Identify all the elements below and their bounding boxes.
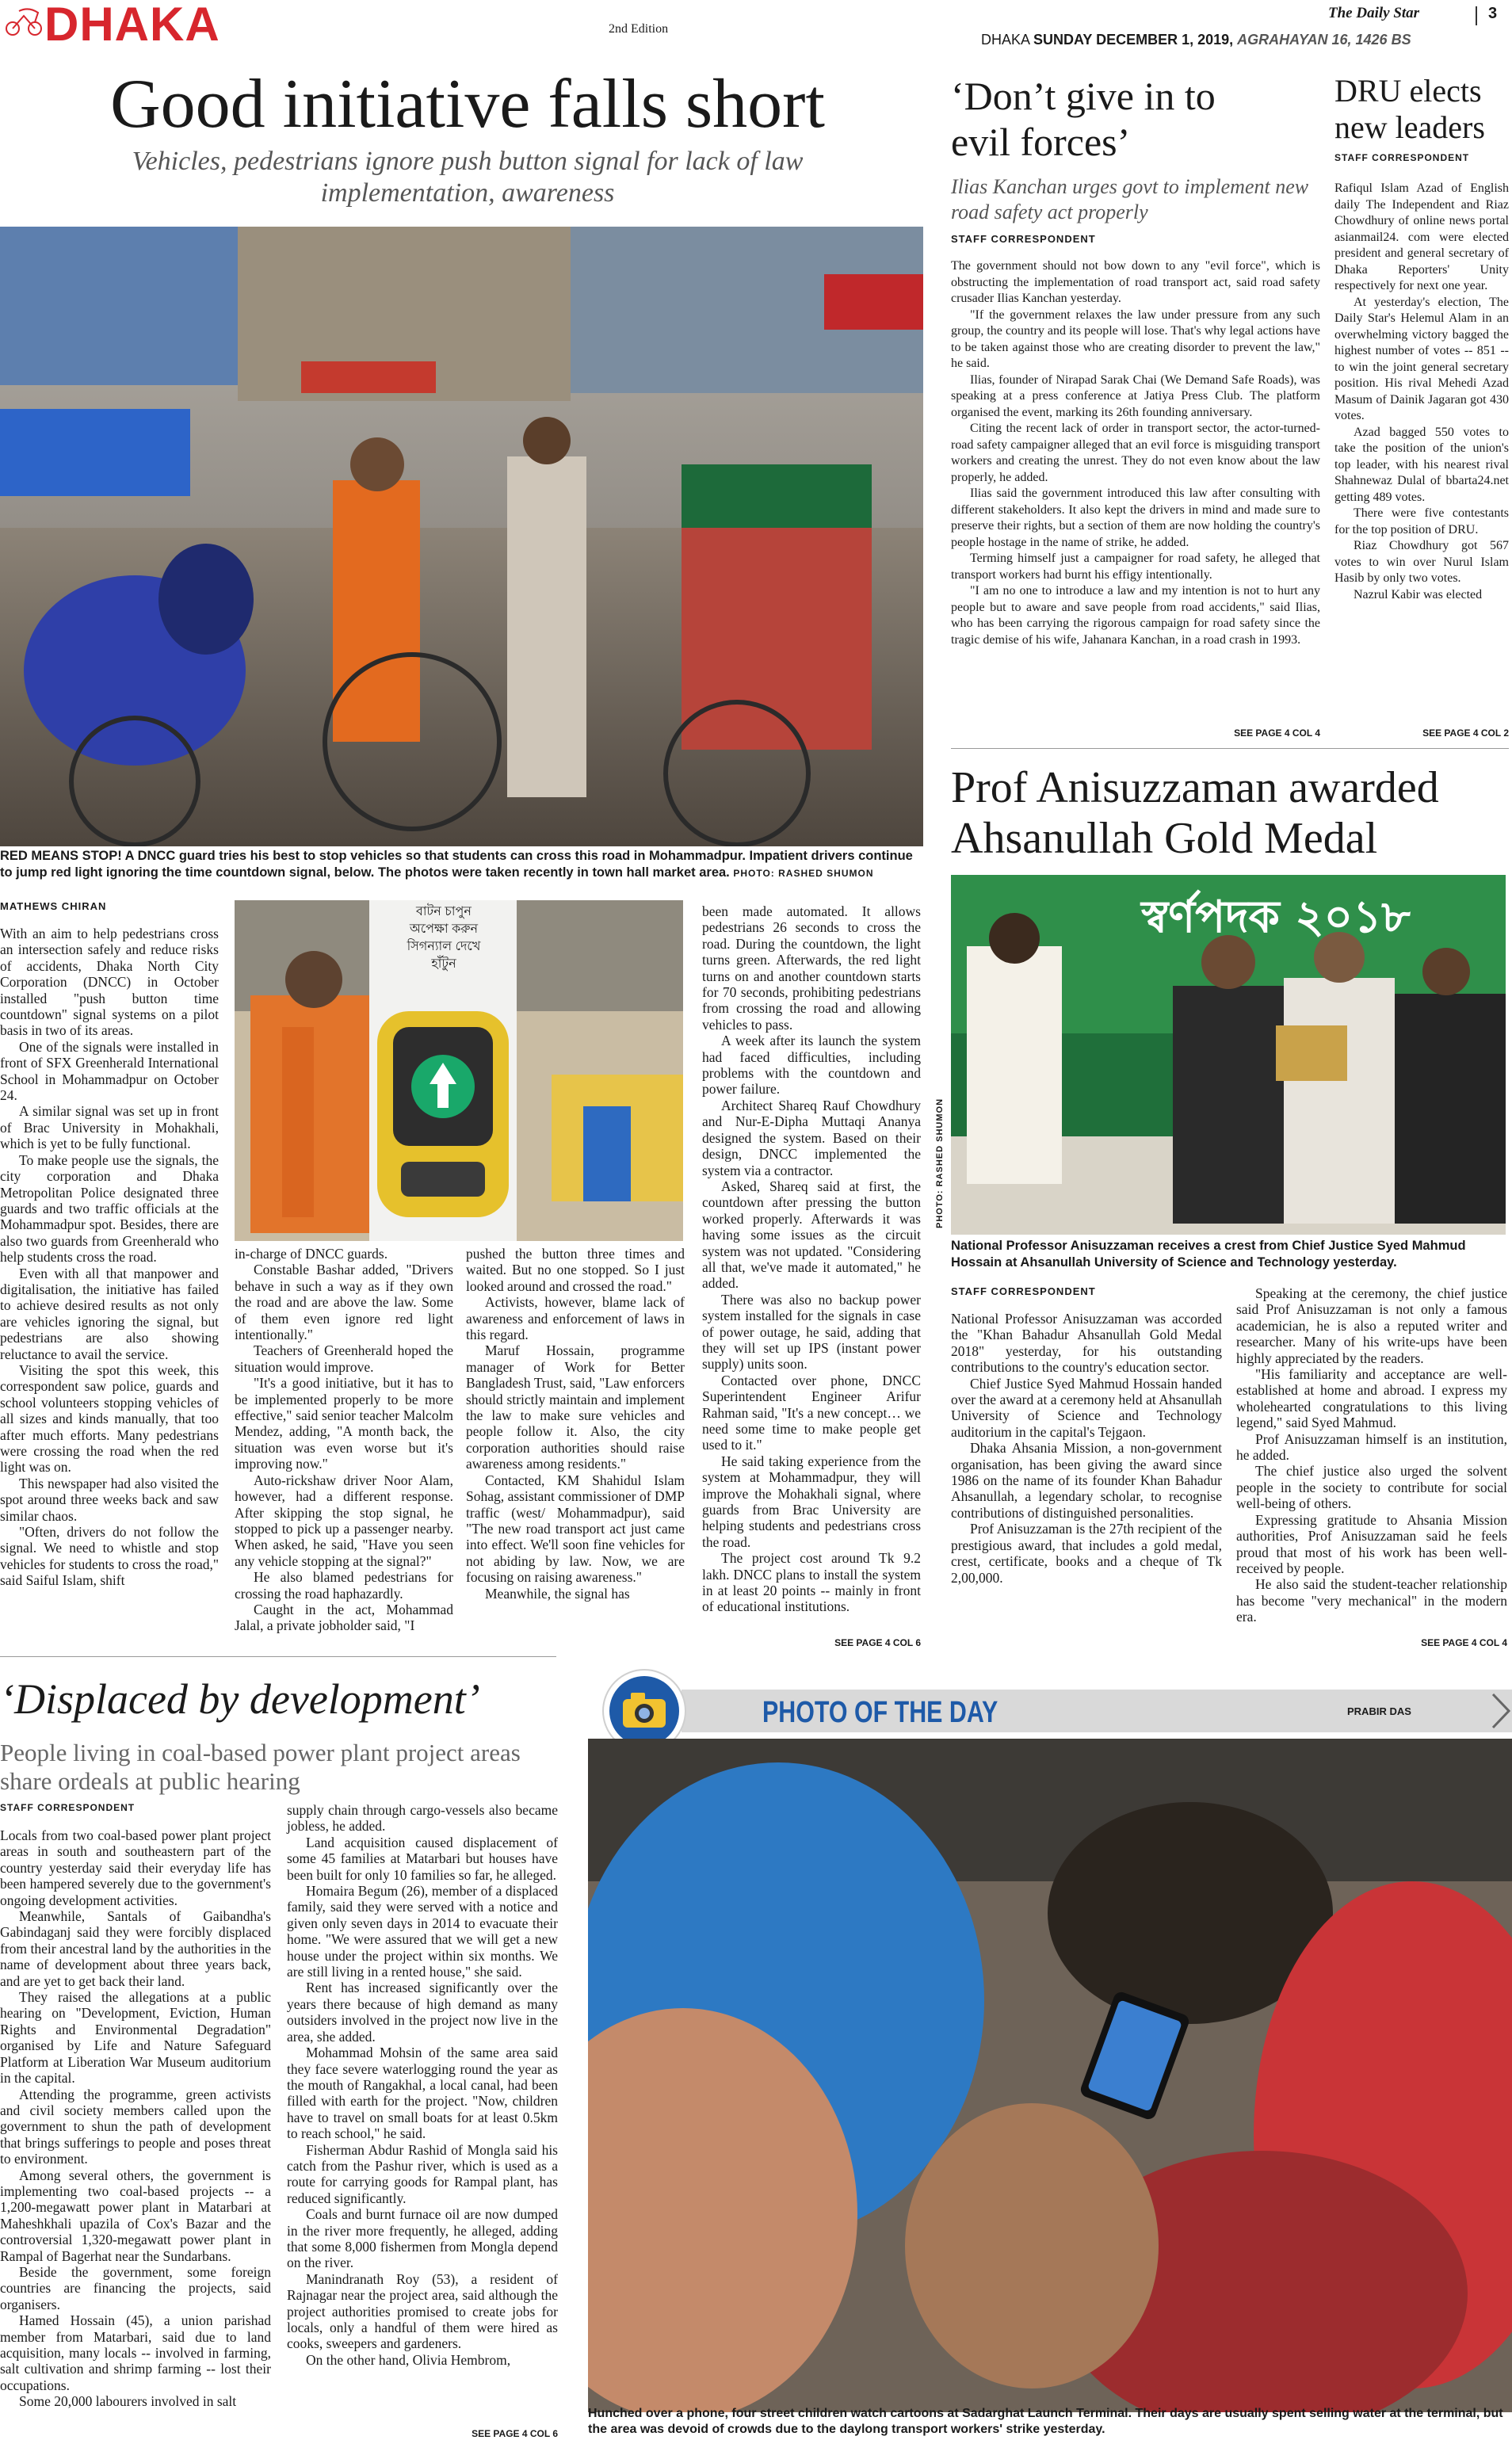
paragraph: A week after its launch the system had faced difficulties, including problems with the countdown and power failure. (702, 1033, 921, 1098)
paragraph: pushed the button three times and waited. But no one stopped. So I just looked around and crossed the road." (466, 1246, 685, 1294)
dru-body (1334, 181, 1509, 603)
prof-photo (951, 875, 1506, 1235)
masthead (0, 0, 1512, 49)
potd-photo (588, 1739, 1512, 2412)
paragraph: "It's a good initiative, but it has to be implemented properly to be more effective," said senior teacher Malcolm Mendez, adding, "A month back, the situation was even worse but it's improving now." (235, 1375, 453, 1472)
potd-label: PHOTO OF THE DAY (762, 1696, 998, 1729)
masthead-divider (1476, 6, 1477, 25)
page-number: 3 (1488, 5, 1498, 22)
lead-byline: MATHEWS CHIRAN (0, 900, 107, 912)
evil-byline: STAFF CORRESPONDENT (951, 233, 1096, 245)
paragraph: Hamed Hossain (45), a union parishad member from Matarbari, said due to land acquisition, many locals -- involved in farming, salt cultivation and shrimp farming -- lost their occupations. (0, 2312, 271, 2393)
evil-deck: Ilias Kanchan urges govt to implement new road safety act properly (951, 175, 1309, 223)
paragraph: Ilias, founder of Nirapad Sarak Chai (We Demand Safe Roads), was speaking at a press conference at Jatiya Press Club. The platform organised the event, marking its 26th founding anniversary. (951, 372, 1320, 419)
displaced-column-2 (287, 1802, 558, 2368)
displaced-column-1 (0, 1827, 271, 2410)
lead-headline: Good initiative falls short (110, 66, 825, 143)
edition-label: 2nd Edition (609, 22, 669, 36)
paragraph: The government should not bow down to any "evil force", which is obstructing the implementation of road transport act, said road safety crusader Ilias Kanchan yesterday. (951, 259, 1320, 305)
paragraph: Constable Bashar added, "Drivers behave in such a way as if they own the road and are above the law. Some of them even ignore red light intentionally." (235, 1262, 453, 1343)
sign-line: সিগন্যাল দেখে (407, 940, 481, 953)
paragraph: This newspaper had also visited the spot around three weeks back and saw similar chaos. (0, 1475, 219, 1524)
paragraph: Rafiqul Islam Azad of English daily The Independent and Riaz Chowdhury of online news portal asianmail24. com were elected president and general secretary of Dhaka Reporters' Unity respectively for next one year. (1334, 181, 1509, 292)
paragraph: "I am no one to introduce a law and my intention is not to hurt any people but to aware and save people from road accidents," said Ilias, who has been carrying the rigorous campaign for road safety since the tragic demise of his wife, Jahanara Kanchan, in a road crash in 1993. (951, 584, 1320, 647)
displaced-continue-link[interactable]: SEE PAGE 4 COL 6 (472, 2428, 558, 2439)
paragraph: Meanwhile, the signal has (485, 1585, 630, 1602)
paragraph: Contacted, KM Shahidul Islam Sohag, assistant commissioner of DMP traffic (west/ Mohammadpur), said "The new road transport act just came into effect. We'll soon fine vehicles for not abiding by law. Now, we are focusing on raising awareness." (466, 1472, 685, 1586)
sign-line: হাঁটুন (431, 957, 456, 971)
paragraph: Fisherman Abdur Rashid of Mongla said his catch from the Pashur river, which is used as a route for carrying goods for Rampal plant, has reduced significantly. (287, 2141, 558, 2206)
paragraph: There was also no backup power system installed for the signals in case of power outage, he said, adding that they will set up IPS (instant power supply) units soon. (702, 1291, 921, 1373)
sign-line: অপেক্ষা করুন (409, 922, 479, 936)
paragraph: There were five contestants for the top position of DRU. (1334, 506, 1509, 536)
potd-caption: Hunched over a phone, four street children watch cartoons at Sadarghat Launch Terminal. Their days are usually spent selling water at the terminal, but the area was devoid of crowds due to the daylong transport workers' strike yesterday. (588, 2407, 1503, 2436)
section-divider (951, 748, 1509, 749)
paragraph: Manindranath Roy (53), a resident of Rajnagar near the project area, said although the project authorities promised to create jobs for locals, only a handful of them were hired as cooks, sweepers and gardeners. (287, 2270, 558, 2352)
paragraph: He said taking experience from the system at Mohammadpur, they will improve the Mohakhali signal, where guards from Brac University are helping students and pedestrians cross the road. (702, 1453, 921, 1550)
displaced-byline: STAFF CORRESPONDENT (0, 1802, 136, 1813)
paragraph: in-charge of DNCC guards. (235, 1246, 388, 1262)
prof-byline: STAFF CORRESPONDENT (951, 1285, 1096, 1297)
paragraph: He also blamed pedestrians for crossing the road haphazardly. (235, 1569, 453, 1602)
paragraph: Activists, however, blame lack of awareness and enforcement of laws in this regard. (466, 1294, 685, 1343)
evil-headline: ‘Don’t give in to evil forces’ (951, 74, 1216, 164)
paragraph: Attending the programme, green activists and civil society members called upon the government to shun the path of development that brings sufferings to people and poses threat to environment. (0, 2086, 271, 2167)
paragraph: Riaz Chowdhury got 567 votes to win over Nurul Islam Hasib by only two votes. (1334, 539, 1509, 585)
paragraph: Speaking at the ceremony, the chief justice said Prof Anisuzzaman is not only a famous academician, he is also a reputed writer and researcher. Many of his write-ups have been highly appreciated by the readers. (1236, 1285, 1507, 1366)
paragraph: "Often, drivers do not follow the signal. We need to whistle and stop vehicles for students to cross the road," said Saiful Islam, shift (0, 1524, 219, 1589)
lead-column-4 (702, 903, 921, 1615)
dru-continue-link[interactable]: SEE PAGE 4 COL 2 (1422, 727, 1509, 739)
paragraph: Dhaka Ahsania Mission, a non-government organisation, has been giving the award since 1986 on the name of its founder Khan Bahadur Ahsanullah, a legendary scholar, to recognise contributions of distinguished personalities. (951, 1440, 1222, 1521)
paragraph: been made automated. It allows pedestrians 26 seconds to cross the road. During the countdown, the light turns green. Afterwards, the red light turns on and another countdown starts for 70 seconds, prohibiting pedestrians from crossing the road and allowing vehicles to pass. (702, 903, 921, 1033)
prof-photo-credit: PHOTO: RASHED SHUMON (935, 1098, 945, 1228)
paragraph: Coals and burnt furnace oil are now dumped in the river more frequently, he alleged, adding that some 8,000 fishermen from Mongla depend on the river. (287, 2206, 558, 2271)
paragraph: A similar signal was set up in front of Brac University in Mohakhali, which is yet to be fully functional. (0, 1103, 219, 1152)
prof-continue-link[interactable]: SEE PAGE 4 COL 4 (1421, 1637, 1507, 1648)
paragraph: Nazrul Kabir was elected (1354, 587, 1483, 601)
paragraph: Terming himself just a campaigner for road safety, he alleged that transport workers had burnt his effigy intentionally. (951, 552, 1320, 582)
prof-banner-text: স্বর্ণপদক ২০১৮ (1141, 892, 1411, 943)
lead-continue-link[interactable]: SEE PAGE 4 COL 6 (834, 1637, 921, 1648)
paragraph: Beside the government, some foreign countries are financing the projects, said organisers. (0, 2263, 271, 2312)
paragraph: Ilias said the government introduced this law after consulting with different stakeholders. It also kept the drivers in mind and made sure to preserve their rights, but a section of them are now holding the country's people hostage in the name of strike, he added. (951, 487, 1320, 549)
prof-photo-caption: National Professor Anisuzzaman receives a crest from Chief Justice Syed Mahmud Hossain at Ahsanullah University of Science and Technology yesterday. (951, 1239, 1466, 1270)
paragraph: Asked, Shareq said at first, the countdown after pressing the button worked properly. Afterwards it was having some issues as the circuit system was not updated. "Considering all that, we've made it automated," he added. (702, 1178, 921, 1292)
paragraph: The project cost around Tk 9.2 lakh. DNCC plans to install the system in at least 20 points -- mainly in front of educational institutions. (702, 1550, 921, 1615)
paragraph: Rent has increased significantly over the years there because of high demand as many outsiders involved in the project now live in the area, she added. (287, 1980, 558, 2045)
potd-photographer: PRABIR DAS (1347, 1705, 1411, 1717)
paragraph: On the other hand, Olivia Hembrom, (306, 2351, 511, 2368)
paragraph: Architect Shareq Rauf Chowdhury and Nur-E-Dipha Muttaqi Ananya designed the system. Based on their design, DNCC implemented the system via a contractor. (702, 1097, 921, 1178)
lead-photo-credit: PHOTO: RASHED SHUMON (733, 868, 874, 879)
paragraph: Mohammad Mohsin of the same area said they face severe waterlogging round the year as the mouth of Rangakhal, a local canal, had been filled with earth for the project. "Now, children have to travel on small boats for at least 0.5km to reach school," he said. (287, 2045, 558, 2142)
lead-column-1 (0, 926, 219, 1589)
prof-column-1 (951, 1311, 1222, 1586)
paragraph: Prof Anisuzzaman is the 27th recipient of the prestigious award, that includes a gold medal, crest, certificate, books and a cheque of Tk 2,00,000. (951, 1521, 1222, 1586)
paragraph: "His familiarity and acceptance are well-established at home and abroad. I express my wholehearted congratulations to this living legend," said Syed Mahmud. (1236, 1366, 1507, 1431)
paragraph: Locals from two coal-based power plant project areas in south and southeastern part of the country yesterday said their everyday life has been hampered severely due to the government's ongoing development activities. (0, 1827, 271, 1908)
paragraph: National Professor Anisuzzaman was accorded the "Khan Bahadur Ahsanullah Gold Medal 2018" yesterday, for his outstanding contributions to the country's education sector. (951, 1311, 1222, 1376)
dru-headline: DRU elects new leaders (1334, 73, 1485, 145)
paragraph: Homaira Begum (26), member of a displaced family, said they were served with a notice and given only seven days in 2014 to evacuate their home. "We were assured that we will get a new house under the project within six months. We are still living in a rented house," she said. (287, 1883, 558, 1980)
paragraph: To make people use the signals, the city corporation and Dhaka Metropolitan Police designated three guards and two traffic officials at the Mohammadpur spot. Besides, there are also two guards from Greenherald who help students cross the road. (0, 1151, 219, 1266)
section-divider (0, 1656, 556, 1657)
paragraph: Contacted over phone, DNCC Superintendent Engineer Arifur Rahman said, "It's a new concept… we need some time to make people get used to it." (702, 1372, 921, 1453)
paragraph: Land acquisition caused displacement of some 45 families at Matarbari but houses have been built for only 10 families so far, he alleged. (287, 1834, 558, 1883)
dateline-bangla: AGRAHAYAN 16, 1426 BS (1237, 32, 1411, 48)
paragraph: Teachers of Greenherald hoped the situation would improve. (235, 1342, 453, 1375)
paragraph: Auto-rickshaw driver Noor Alam, however, had a different response. After skipping the stop signal, he stopped to pick up a passenger nearby. When asked, he said, "Have you seen any vehicle stopping at the signal?" (235, 1472, 453, 1569)
paragraph: Meanwhile, Santals of Gaibandha's Gabindaganj said they were forcibly displaced from their ancestral land by the authorities in the name of development about three years back, and are yet to get back their land. (0, 1908, 271, 1989)
lead-column-3 (466, 1246, 685, 1602)
paragraph: At yesterday's election, The Daily Star's Helemul Alam in an overwhelming victory bagged the highest number of votes -- 851 -- to win the joint general secretary position. His rival Mehedi Azad Masum of Dainik Jagaran got 430 votes. (1334, 295, 1509, 422)
paragraph: Maruf Hossain, programme manager of Work for Better Bangladesh Trust, said, "Law enforcers should strictly maintain and implement the law to make sure vehicles and people follow it. Also, the city corporation authorities should raise awareness among residents." (466, 1342, 685, 1472)
paragraph: He also said the student-teacher relationship has become "very mechanical" in the modern era. (1236, 1576, 1507, 1625)
paragraph: "If the government relaxes the law under pressure from any such group, the country and its people will lose. That's why legal actions have to be taken against those who are creating disorder to prevent the law," he said. (951, 307, 1320, 370)
lead-photo-caption (0, 848, 923, 882)
paragraph: Visiting the spot this week, this correspondent saw police, guards and school volunteers stopping vehicles of all sizes and kinds manually, that too after much efforts. Many pedestrians were crossing the road when the red light was on. (0, 1361, 219, 1476)
lead-column-2 (235, 1246, 453, 1634)
paragraph: Citing the recent lack of order in transport sector, the actor-turned-road safety campaigner alleged that an evil force is misguiding transport workers and creating the unrest. They do not even know about the law properly, he added. (951, 422, 1320, 484)
paragraph: Prof Anisuzzaman himself is an institution, he added. (1236, 1430, 1507, 1464)
dateline-date: SUNDAY DECEMBER 1, 2019, (1033, 32, 1234, 48)
displaced-headline: ‘Displaced by development’ (0, 1675, 480, 1723)
paragraph: Expressing gratitude to Ahsania Mission authorities, Prof Anisuzzaman said he feels proud that most of his work has been well-received by people. (1236, 1511, 1507, 1576)
prof-headline: Prof Anisuzzaman awarded Ahsanullah Gold Medal (951, 763, 1439, 863)
dateline-city: DHAKA (981, 32, 1030, 48)
evil-body (951, 258, 1320, 648)
sign-line: বাটন চাপুন (416, 905, 472, 918)
paragraph: Among several others, the government is implementing two coal-based projects -- a 1,200-megawatt power plant in Matarbari at Maheshkhali upazila of Cox's Bazar and the controversial 1,320-megawatt power plant in Rampal of Bagerhat near the Sundarbans. (0, 2167, 271, 2264)
paragraph: They raised the allegations at a public hearing on "Development, Eviction, Human Rights and Environmental Degradation" organised by Life and Nature Safeguard Platform at Liberation War Museum auditorium in the capital. (0, 1989, 271, 2087)
signal-photo (235, 900, 683, 1241)
lead-photo (0, 227, 923, 846)
dru-byline: STAFF CORRESPONDENT (1334, 152, 1470, 163)
lead-deck: Vehicles, pedestrians ignore push button signal for lack of law implementation, awareness (132, 147, 804, 208)
evil-continue-link[interactable]: SEE PAGE 4 COL 4 (1234, 727, 1320, 739)
paragraph: Some 20,000 labourers involved in salt (19, 2393, 237, 2410)
potd-arrow-icon (1490, 1693, 1512, 1729)
paragraph: The chief justice also urged the solvent people in the society to contribute for social well-being of others. (1236, 1463, 1507, 1512)
lead-caption-text: RED MEANS STOP! A DNCC guard tries his best to stop vehicles so that students can cross this road in Mohammadpur. Impatient drivers continue to jump red light ignoring the time countdown signal, below. The photos were taken recently in town hall market area. (0, 849, 913, 880)
dateline (981, 32, 1411, 48)
displaced-deck: People living in coal-based power plant project areas share ordeals at public hearing (0, 1739, 521, 1795)
paragraph: One of the signals were installed in front of SFX Greenherald International School in Mohammadpur on October 24. (0, 1038, 219, 1104)
prof-column-2 (1236, 1285, 1507, 1625)
paragraph: Chief Justice Syed Mahmud Hossain handed over the award at a ceremony held at Ahsanullah University of Science and Technology auditorium in the capital's Tejgaon. (951, 1375, 1222, 1440)
paragraph: supply chain through cargo-vessels also became jobless, he added. (287, 1802, 558, 1835)
paragraph: Azad bagged 550 votes to take the position of the union's top leader, with his nearest rival Shahnewaz Dulal of bbarta24.net getting 489 votes. (1334, 425, 1509, 504)
rickshaw-logo-icon (3, 5, 44, 36)
paper-name: The Daily Star (1328, 5, 1420, 21)
paragraph: With an aim to help pedestrians cross an intersection safely and reduce risks of accidents, Dhaka North City Corporation (DNCC) in October installed "push button time countdown" signal systems on a pilot basis in two of its areas. (0, 926, 219, 1039)
paragraph: Caught in the act, Mohammad Jalal, a private jobholder said, "I (235, 1601, 453, 1634)
section-title: DHAKA (44, 0, 220, 51)
signal-sign-text (385, 903, 502, 973)
paragraph: Even with all that manpower and digitalisation, the initiative has failed to achieve desired results as not only are vehicles ignoring the signal, but pedestrians are also showing reluctance to avail the service. (0, 1265, 219, 1362)
